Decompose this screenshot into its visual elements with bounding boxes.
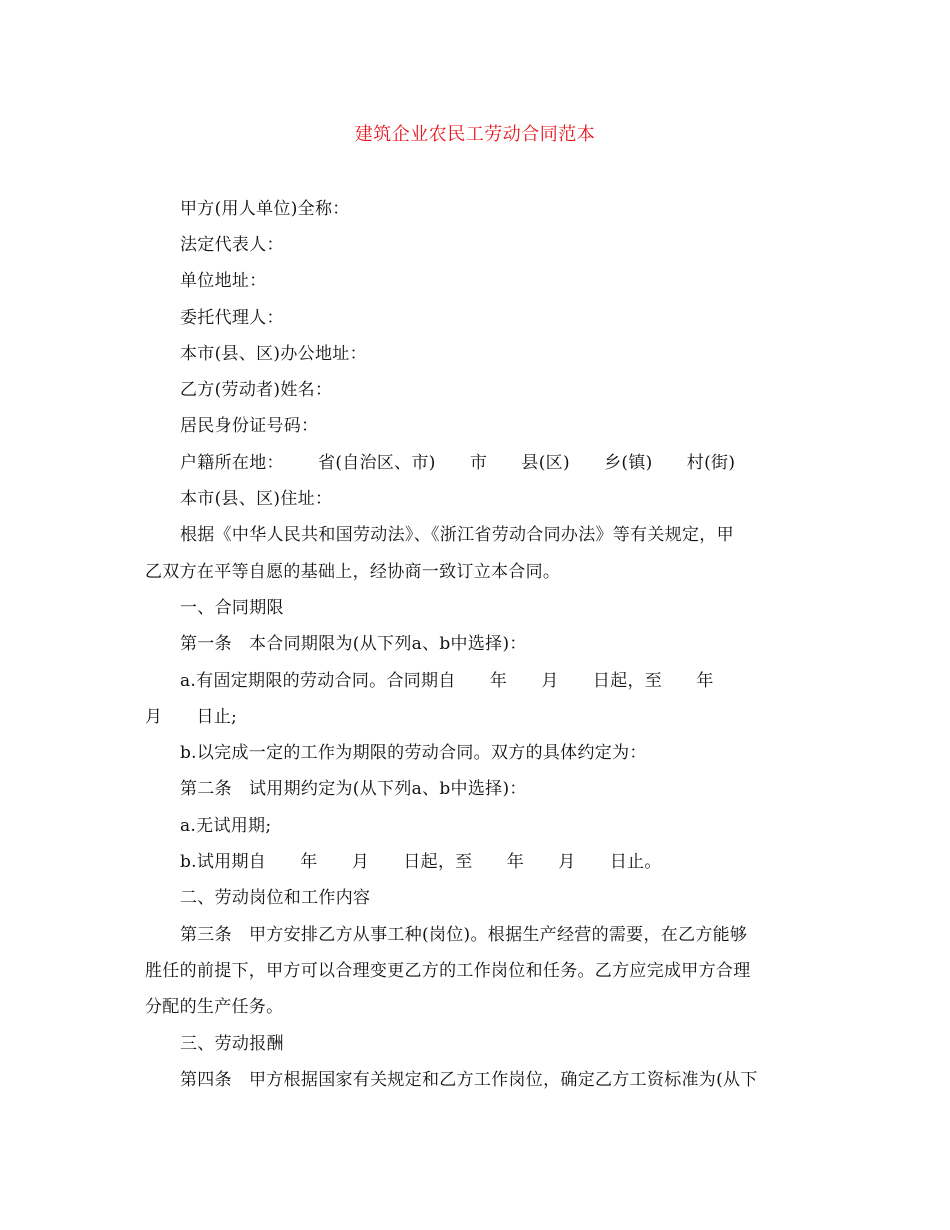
field-household-registration: 户籍所在地： 省(自治区、市) 市 县(区) 乡(镇) 村(街)	[180, 453, 736, 473]
article-4-line-1: 第四条 甲方根据国家有关规定和乙方工作岗位，确定乙方工资标准为(从下	[180, 1070, 758, 1090]
article-1-option-b: b.以完成一定的工作为期限的劳动合同。双方的具体约定为：	[180, 743, 647, 763]
field-party-a-name: 甲方(用人单位)全称：	[180, 199, 350, 219]
document-title: 建筑企业农民工劳动合同范本	[354, 124, 596, 145]
field-authorized-agent: 委托代理人：	[180, 308, 284, 328]
field-company-address: 单位地址：	[180, 271, 267, 291]
article-2-option-a: a.无试用期;	[180, 816, 272, 836]
section-heading-contract-term: 一、合同期限	[180, 598, 284, 618]
paragraph-basis-line-2: 乙双方在平等自愿的基础上，经协商一致订立本合同。	[145, 562, 561, 582]
section-heading-job-position: 二、劳动岗位和工作内容	[180, 888, 371, 908]
article-2-option-b: b.试用期自 年 月 日起，至 年 月 日止。	[180, 852, 662, 872]
field-party-b-name: 乙方(劳动者)姓名：	[180, 380, 333, 400]
article-3-line-1: 第三条 甲方安排乙方从事工种(岗位)。根据生产经营的需要，在乙方能够	[180, 925, 748, 945]
paragraph-basis-line-1: 根据《中华人民共和国劳动法》、《浙江省劳动合同办法》等有关规定，甲	[180, 525, 734, 545]
field-local-residence: 本市(县、区)住址：	[180, 489, 333, 509]
article-2: 第二条 试用期约定为(从下列a、b中选择)：	[180, 779, 527, 799]
article-1-option-a-line-2: 月 日止;	[145, 707, 238, 727]
field-legal-representative: 法定代表人：	[180, 235, 284, 255]
article-3-line-2: 胜任的前提下，甲方可以合理变更乙方的工作岗位和任务。乙方应完成甲方合理	[145, 961, 751, 981]
field-id-number: 居民身份证号码：	[180, 416, 319, 436]
article-1: 第一条 本合同期限为(从下列a、b中选择)：	[180, 634, 527, 654]
section-heading-remuneration: 三、劳动报酬	[180, 1034, 284, 1054]
article-3-line-3: 分配的生产任务。	[145, 997, 284, 1017]
field-office-address: 本市(县、区)办公地址：	[180, 344, 367, 364]
article-1-option-a-line-1: a.有固定期限的劳动合同。合同期自 年 月 日起，至 年	[180, 671, 714, 691]
